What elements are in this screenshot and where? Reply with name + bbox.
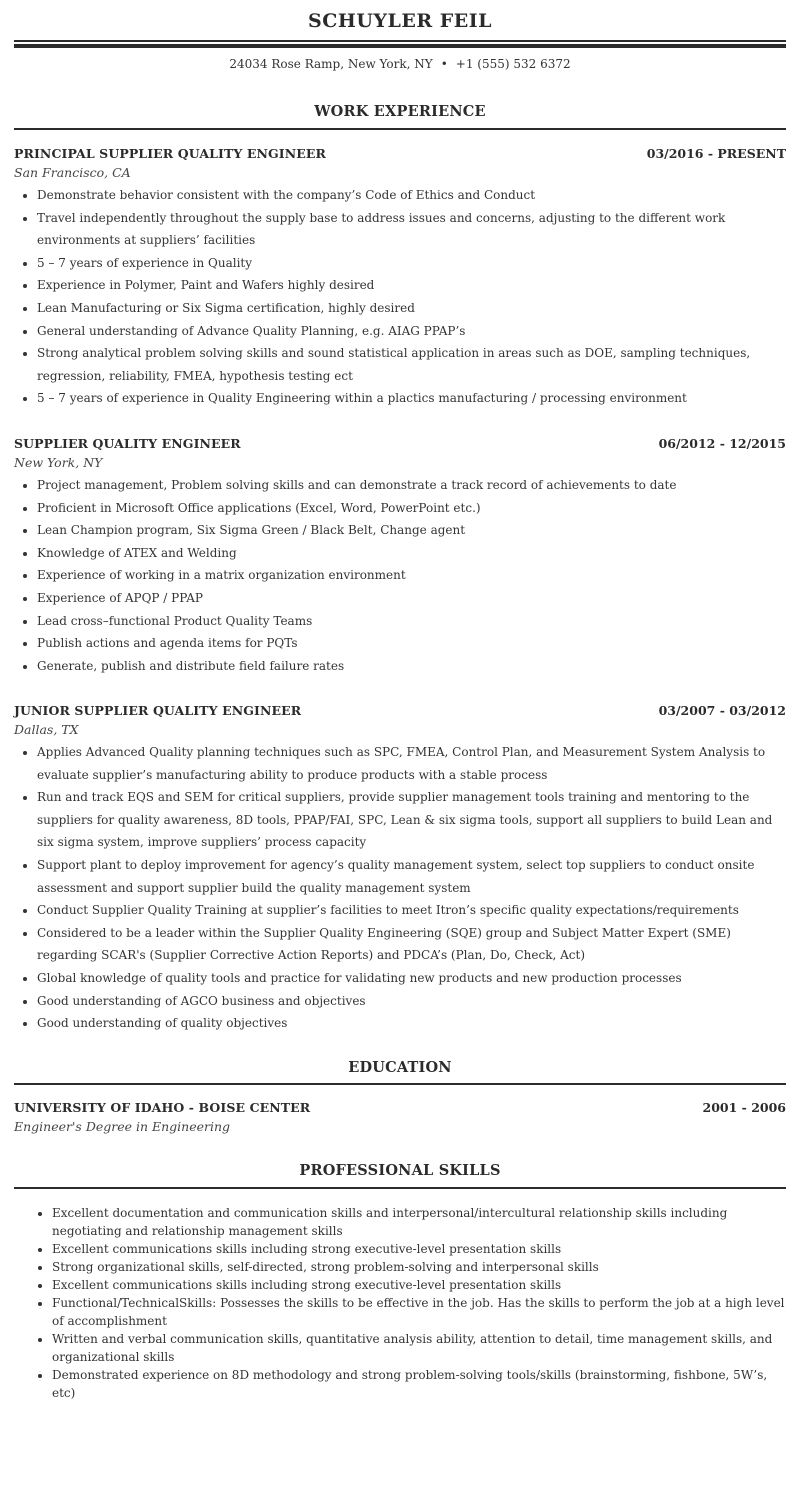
job-title: SUPPLIER QUALITY ENGINEER bbox=[14, 436, 241, 451]
list-item: • Functional/TechnicalSkills: Possesses the skills to be effective in the job. Has the skills to perform the job at a high level of accomplishment bbox=[52, 1294, 786, 1330]
education-dates: 2001 - 2006 bbox=[702, 1100, 786, 1115]
job-entry-1 bbox=[14, 146, 786, 410]
job-dates: 03/2016 - PRESENT bbox=[646, 146, 786, 161]
section-title-professional-skills: PROFESSIONAL SKILLS bbox=[299, 1162, 501, 1179]
education-school: UNIVERSITY OF IDAHO - BOISE CENTER bbox=[14, 1100, 311, 1115]
contact-address: 24034 Rose Ramp, New York, NY bbox=[229, 57, 433, 71]
list-item: • Conduct Supplier Quality Training at supplier’s facilities to meet Itron’s specific quality expectations/requirements bbox=[37, 899, 786, 922]
education-entry bbox=[14, 1100, 786, 1136]
skills-list bbox=[14, 1204, 786, 1402]
list-item: • Considered to be a leader within the Supplier Quality Engineering (SQE) group and Subject Matter Expert (SME) regarding SCAR's (Supplier Corrective Action Reports) and PDCA’s (Plan, Do, Check, Act) bbox=[37, 922, 786, 967]
section-rule-work bbox=[14, 128, 786, 130]
header-rule-thin bbox=[14, 40, 786, 42]
list-item: • General understanding of Advance Quality Planning, e.g. AIAG PPAP’s bbox=[37, 320, 786, 343]
list-item: • Written and verbal communication skills, quantitative analysis ability, attention to detail, time management skills, and organizational skills bbox=[52, 1330, 786, 1366]
list-item: • Experience of APQP / PPAP bbox=[37, 587, 786, 610]
job-dates: 03/2007 - 03/2012 bbox=[658, 703, 786, 718]
contact-separator: • bbox=[440, 57, 448, 71]
list-item: • Support plant to deploy improvement for agency’s quality management system, select top suppliers to conduct onsite assessment and support supplier build the quality management system bbox=[37, 854, 786, 899]
section-title-work-experience: WORK EXPERIENCE bbox=[314, 103, 486, 120]
job-location: Dallas, TX bbox=[14, 722, 79, 737]
list-item: • Lean Champion program, Six Sigma Green / Black Belt, Change agent bbox=[37, 519, 786, 542]
job-location: New York, NY bbox=[14, 455, 103, 470]
list-item: • Excellent communications skills including strong executive-level presentation skills bbox=[52, 1240, 786, 1258]
list-item: • Travel independently throughout the supply base to address issues and concerns, adjusting to the different work environments at suppliers’ facilities bbox=[37, 207, 786, 252]
candidate-name: SCHUYLER FEIL bbox=[308, 10, 492, 32]
job-title: PRINCIPAL SUPPLIER QUALITY ENGINEER bbox=[14, 146, 326, 161]
list-item: • Generate, publish and distribute field failure rates bbox=[37, 655, 786, 678]
list-item: • 5 – 7 years of experience in Quality bbox=[37, 252, 786, 275]
list-item: • Lead cross–functional Product Quality Teams bbox=[37, 610, 786, 633]
list-item: • Experience of working in a matrix organization environment bbox=[37, 564, 786, 587]
job-entry-3 bbox=[14, 703, 786, 1035]
job-entry-2 bbox=[14, 436, 786, 677]
job-bullet-list bbox=[14, 741, 786, 1035]
job-location: San Francisco, CA bbox=[14, 165, 131, 180]
list-item: • Project management, Problem solving skills and can demonstrate a track record of achievements to date bbox=[37, 474, 786, 497]
list-item: • Publish actions and agenda items for PQTs bbox=[37, 632, 786, 655]
job-bullet-list bbox=[14, 474, 786, 677]
list-item: • Demonstrated experience on 8D methodology and strong problem-solving tools/skills (brainstorming, fishbone, 5W’s, etc) bbox=[52, 1366, 786, 1402]
header-rule-thick bbox=[14, 44, 786, 48]
list-item: • Strong analytical problem solving skills and sound statistical application in areas such as DOE, sampling techniques, regression, reliability, FMEA, hypothesis testing ect bbox=[37, 342, 786, 387]
list-item: • Knowledge of ATEX and Welding bbox=[37, 542, 786, 565]
list-item: • Global knowledge of quality tools and practice for validating new products and new production processes bbox=[37, 967, 786, 990]
list-item: • Excellent communications skills including strong executive-level presentation skills bbox=[52, 1276, 786, 1294]
job-title: JUNIOR SUPPLIER QUALITY ENGINEER bbox=[14, 703, 302, 718]
contact-phone: +1 (555) 532 6372 bbox=[455, 57, 571, 71]
section-title-education: EDUCATION bbox=[348, 1059, 452, 1076]
contact-line bbox=[0, 57, 800, 71]
list-item: • Applies Advanced Quality planning techniques such as SPC, FMEA, Control Plan, and Measurement System Analysis to evaluate supplier’s manufacturing ability to produce products with a stable process bbox=[37, 741, 786, 786]
section-rule-education bbox=[14, 1083, 786, 1085]
section-rule-skills bbox=[14, 1187, 786, 1189]
list-item: • Lean Manufacturing or Six Sigma certification, highly desired bbox=[37, 297, 786, 320]
list-item: • Excellent documentation and communication skills and interpersonal/intercultural relationship skills including negotiating and relationship management skills bbox=[52, 1204, 786, 1240]
job-bullet-list bbox=[14, 184, 786, 410]
list-item: • Run and track EQS and SEM for critical suppliers, provide supplier management tools training and mentoring to the suppliers for quality awareness, 8D tools, PPAP/FAI, SPC, Lean & six sigma tools, support all suppliers to build Lean and six sigma system, improve suppliers’ process capacity bbox=[37, 786, 786, 854]
education-degree: Engineer's Degree in Engineering bbox=[14, 1119, 231, 1134]
list-item: • 5 – 7 years of experience in Quality Engineering within a plactics manufacturing / processing environment bbox=[37, 387, 786, 410]
list-item: • Strong organizational skills, self-directed, strong problem-solving and interpersonal skills bbox=[52, 1258, 786, 1276]
skills-block bbox=[14, 1204, 786, 1402]
list-item: • Proficient in Microsoft Office applications (Excel, Word, PowerPoint etc.) bbox=[37, 497, 786, 520]
list-item: • Good understanding of quality objectives bbox=[37, 1012, 786, 1035]
list-item: • Good understanding of AGCO business and objectives bbox=[37, 990, 786, 1013]
list-item: • Experience in Polymer, Paint and Wafers highly desired bbox=[37, 274, 786, 297]
list-item: • Demonstrate behavior consistent with the company’s Code of Ethics and Conduct bbox=[37, 184, 786, 207]
job-dates: 06/2012 - 12/2015 bbox=[658, 436, 786, 451]
